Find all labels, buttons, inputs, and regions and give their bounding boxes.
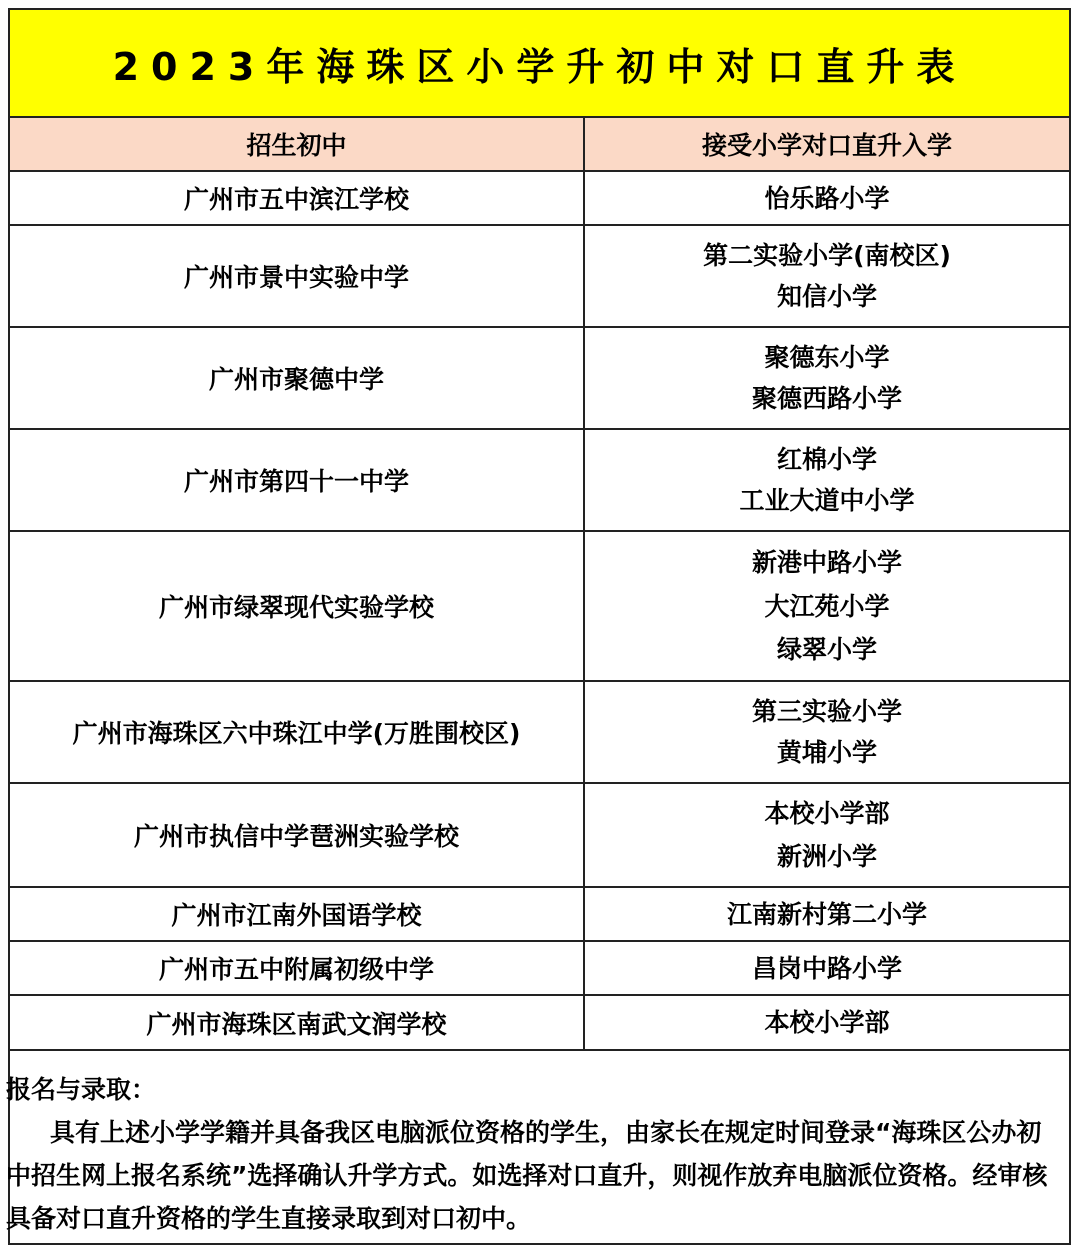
primary-school-name: 第三实验小学 [751, 696, 902, 726]
table-row [10, 888, 1069, 942]
middle-school-name: 广州市五中附属初级中学 [10, 942, 585, 994]
primary-school-list [585, 682, 1069, 782]
notes-heading: 报名与录取： [6, 1075, 157, 1104]
primary-school-list [585, 430, 1069, 530]
primary-school-name: 本校小学部 [764, 1008, 890, 1037]
middle-school-name: 广州市景中实验中学 [10, 226, 585, 326]
enrollment-notes [6, 1068, 1051, 1240]
table-row [10, 172, 1069, 226]
primary-school-name: 聚德西路小学 [751, 384, 902, 414]
primary-school-name: 知信小学 [776, 282, 877, 312]
primary-school-name: 江南新村第二小学 [726, 899, 927, 929]
primary-school-name: 本校小学部 [764, 799, 890, 829]
primary-school-name: 新港中路小学 [751, 548, 902, 578]
middle-school-name: 广州市第四十一中学 [10, 430, 585, 530]
table-row [10, 430, 1069, 532]
primary-school-name: 新洲小学 [776, 841, 877, 871]
primary-school-list [585, 328, 1069, 428]
primary-school-list [585, 888, 1069, 940]
middle-school-name: 广州市海珠区南武文润学校 [10, 996, 585, 1049]
middle-school-name: 广州市海珠区六中珠江中学(万胜围校区) [10, 682, 585, 782]
school-table [10, 118, 1069, 1051]
table-row [10, 226, 1069, 328]
primary-school-name: 工业大道中小学 [739, 486, 915, 516]
primary-school-name: 红棉小学 [776, 444, 877, 474]
notes-body: 具有上述小学学籍并具备我区电脑派位资格的学生，由家长在规定时间登录“海珠区公办初中招生网上报名系统”选择确认升学方式。如选择对口直升，则视作放弃电脑派位资格。经审核具备对口直升资格的学生直接录取到对口初中。 [6, 1118, 1048, 1233]
enrollment-table-sheet [8, 8, 1071, 1245]
middle-school-name: 广州市绿翠现代实验学校 [10, 532, 585, 680]
primary-school-list [585, 226, 1069, 326]
table-row [10, 328, 1069, 430]
primary-school-list [585, 996, 1069, 1049]
table-row [10, 682, 1069, 784]
primary-school-name: 绿翠小学 [776, 634, 877, 664]
primary-school-list [585, 172, 1069, 224]
primary-school-name: 大江苑小学 [764, 591, 890, 621]
title-bar [10, 10, 1069, 118]
primary-school-name: 黄埔小学 [776, 738, 877, 768]
middle-school-name: 广州市执信中学琶洲实验学校 [10, 784, 585, 886]
middle-school-name: 广州市江南外国语学校 [10, 888, 585, 940]
header-primary-schools: 接受小学对口直升入学 [701, 131, 952, 160]
header-middle-school: 招生初中 [10, 118, 585, 170]
table-row [10, 532, 1069, 682]
table-row [10, 996, 1069, 1051]
table-row [10, 942, 1069, 996]
primary-school-name: 聚德东小学 [764, 342, 890, 372]
middle-school-name: 广州市聚德中学 [10, 328, 585, 428]
primary-school-name: 怡乐路小学 [764, 183, 890, 213]
primary-school-list [585, 942, 1069, 994]
page-title: 2023年海珠区小学升初中对口直升表 [112, 44, 967, 89]
primary-school-list [585, 532, 1069, 680]
primary-school-list [585, 784, 1069, 886]
middle-school-name: 广州市五中滨江学校 [10, 172, 585, 224]
primary-school-name: 第二实验小学(南校区) [703, 240, 951, 270]
table-row [10, 784, 1069, 888]
primary-school-name: 昌岗中路小学 [751, 953, 902, 983]
table-header-row [10, 118, 1069, 172]
